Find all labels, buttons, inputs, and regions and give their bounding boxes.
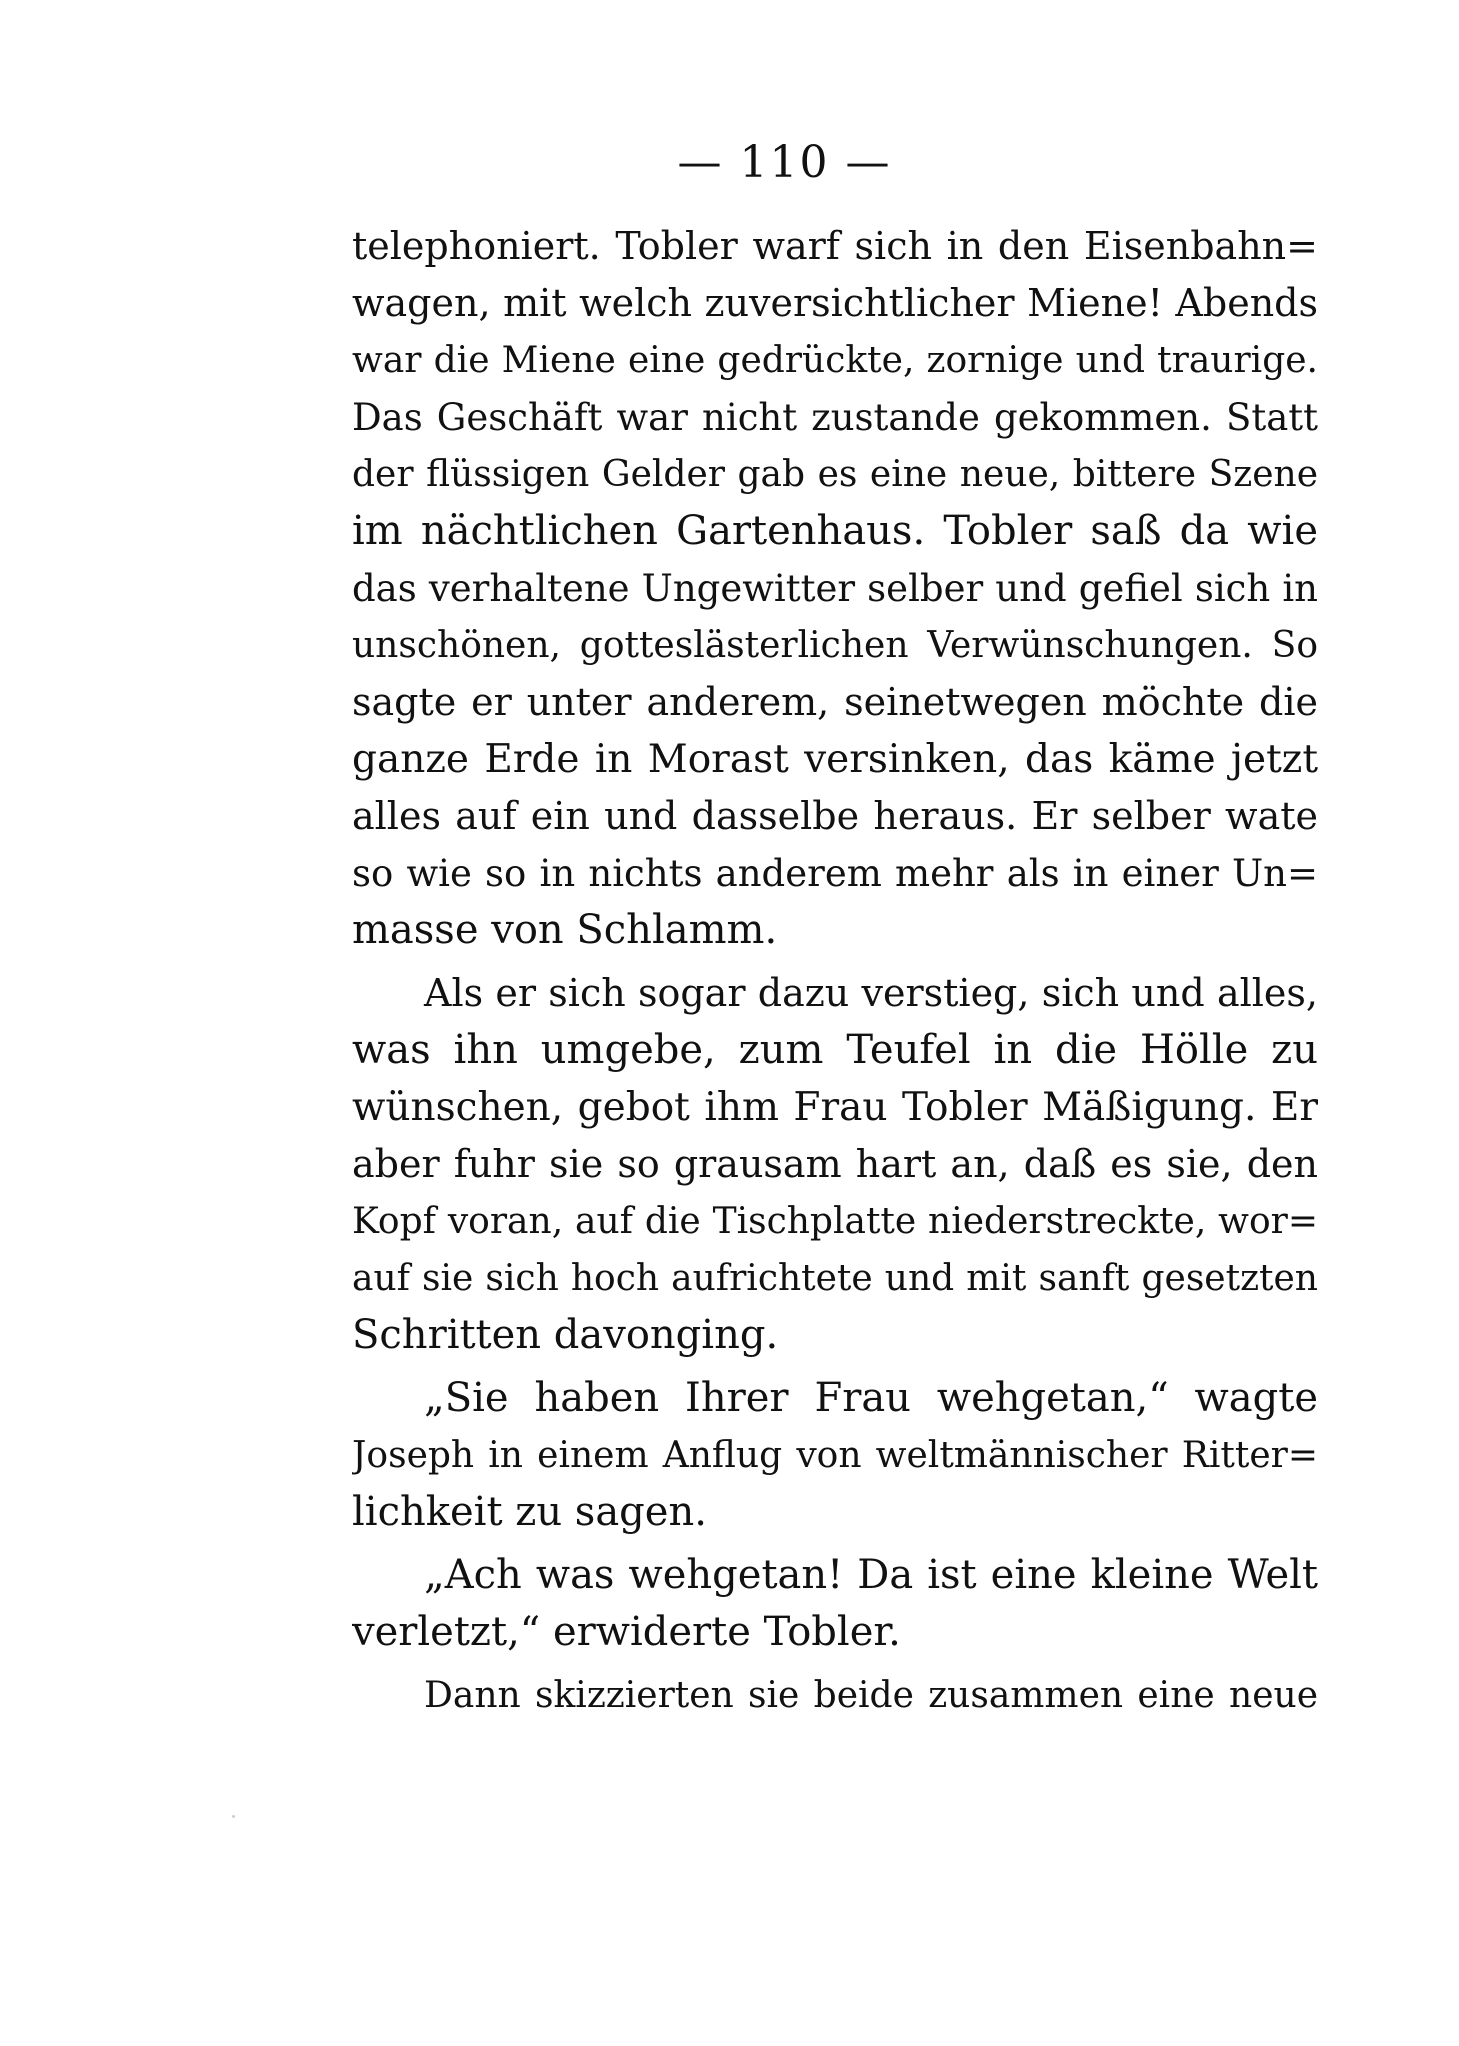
text-line: unschönen, gotteslästerlichen Verwünschungen. So <box>352 625 1318 666</box>
text-line: im nächtlichen Gartenhaus. Tobler saß da wie <box>352 508 1318 554</box>
text-line: „Ach was wehgetan! Da ist eine kleine Welt <box>424 1552 1318 1598</box>
text-line: „Sie haben Ihrer Frau wehgetan,“ wagte <box>424 1375 1318 1421</box>
text-line: telephoniert. Tobler warf sich in den Eisenbahn= <box>352 224 1318 268</box>
page-number: — 110 — <box>677 137 892 188</box>
text-line: verletzt,“ erwiderte Tobler. <box>352 1609 901 1655</box>
body-text <box>352 218 1318 1724</box>
text-line: alles auf ein und dasselbe heraus. Er selber wate <box>352 794 1318 838</box>
text-line: masse von Schlamm. <box>352 907 778 953</box>
text-line: der flüssigen Gelder gab es eine neue, bittere Szene <box>352 454 1318 495</box>
text-line: Kopf voran, auf die Tischplatte niederstreckte, wor= <box>352 1201 1318 1242</box>
text-line: das verhaltene Ungewitter selber und gefiel sich in <box>352 567 1318 610</box>
text-line: Als er sich sogar dazu verstieg, sich und alles, <box>424 971 1318 1015</box>
text-line: lichkeit zu sagen. <box>352 1489 707 1535</box>
text-line: wünschen, gebot ihm Frau Tobler Mäßigung. Er <box>352 1085 1318 1130</box>
text-line: aber fuhr sie so grausam hart an, daß es sie, den <box>352 1142 1318 1186</box>
text-line: sagte er unter anderem, seinetwegen möchte die <box>352 680 1318 724</box>
text-line: war die Miene eine gedrückte, zornige und traurige. <box>352 340 1318 381</box>
text-line: auf sie sich hoch aufrichtete und mit sanft gesetzten <box>352 1258 1318 1299</box>
scan-speck <box>232 1815 235 1818</box>
text-line: Das Geschäft war nicht zustande gekommen. Statt <box>352 396 1318 439</box>
text-line: was ihn umgebe, zum Teufel in die Hölle zu <box>352 1027 1318 1073</box>
text-line: wagen, mit welch zuversichtlicher Miene! Abends <box>352 281 1318 325</box>
text-line: Joseph in einem Anflug von weltmännischer Ritter= <box>352 1435 1318 1476</box>
text-line: so wie so in nichts anderem mehr als in einer Un= <box>352 852 1318 895</box>
text-line: Dann skizzierten sie beide zusammen eine neue <box>424 1675 1318 1716</box>
text-line: Schritten davonging. <box>352 1312 779 1358</box>
text-line: ganze Erde in Morast versinken, das käme jetzt <box>352 737 1318 782</box>
